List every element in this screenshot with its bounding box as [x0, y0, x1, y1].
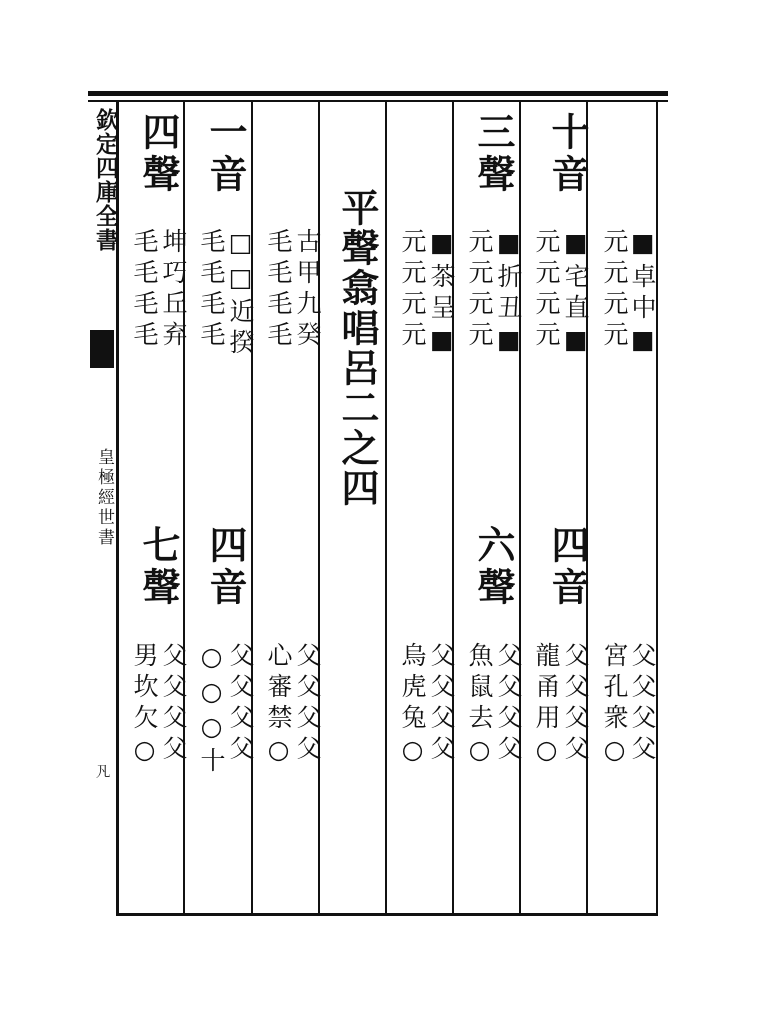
book-title: 皇極經世書 — [94, 448, 114, 548]
glyph-row: 元元元元 — [532, 228, 561, 352]
glyph-row: ■折丑■ — [494, 228, 523, 360]
glyph-row: ■卓中■ — [628, 228, 657, 360]
glyph-row: 烏虎兔○ — [398, 642, 427, 770]
column-rule — [251, 102, 253, 914]
column-heading: 四音 — [203, 525, 248, 609]
glyph-row: 魚鼠去○ — [465, 642, 494, 770]
glyph-row: 龍甬用○ — [532, 642, 561, 770]
column-rule — [183, 102, 185, 914]
margin-fishtail-mark — [90, 330, 114, 368]
column-heading: 六聲 — [471, 525, 516, 609]
glyph-row: ■宅直■ — [561, 228, 590, 360]
column-rule — [452, 102, 454, 914]
column-heading: 七聲 — [136, 525, 181, 609]
glyph-row: 父父父父 — [293, 642, 322, 766]
glyph-row: 元元元元 — [465, 228, 494, 352]
glyph-row: 父父父父 — [494, 642, 523, 766]
column-heading: 三聲 — [471, 112, 516, 196]
column-rule — [519, 102, 521, 914]
glyph-row: 男坎欠○ — [130, 642, 159, 770]
column-rule — [586, 102, 588, 914]
glyph-row: 父父父父 — [226, 642, 255, 766]
glyph-row: 毛毛毛毛 — [197, 228, 226, 352]
section-title: 平聲翕唱呂二之四 — [335, 188, 380, 508]
glyph-row: 毛毛毛毛 — [130, 228, 159, 352]
glyph-row: 父父父父 — [159, 642, 188, 766]
right-border — [656, 102, 658, 914]
glyph-row: 父父父父 — [427, 642, 456, 766]
column-heading: 一音 — [203, 112, 248, 196]
column-heading: 四音 — [545, 525, 590, 609]
glyph-row: 古甲九癸 — [293, 228, 322, 352]
glyph-row: 元元元元 — [398, 228, 427, 352]
glyph-row: 坤巧丘弃 — [159, 228, 188, 352]
top-border — [88, 91, 668, 96]
glyph-row: 毛毛毛毛 — [264, 228, 293, 352]
column-rule — [385, 102, 387, 914]
glyph-row: 心審禁○ — [264, 642, 293, 770]
glyph-row: □□近揆 — [226, 228, 255, 360]
glyph-row: 父父父父 — [561, 642, 590, 766]
glyph-row: ■茶呈■ — [427, 228, 456, 360]
folio-number: 𠁽 — [94, 763, 112, 778]
glyph-row: 元元元元 — [600, 228, 629, 352]
glyph-row: 宮孔衆○ — [600, 642, 629, 770]
column-heading: 十音 — [545, 112, 590, 196]
column-heading: 四聲 — [136, 112, 181, 196]
glyph-row: ○○○十 — [197, 642, 226, 778]
bottom-border — [116, 913, 658, 916]
top-border-inner — [88, 100, 668, 102]
column-rule — [318, 102, 320, 914]
book-label: 欽定四庫全書 — [92, 108, 119, 252]
glyph-row: 父父父父 — [628, 642, 657, 766]
